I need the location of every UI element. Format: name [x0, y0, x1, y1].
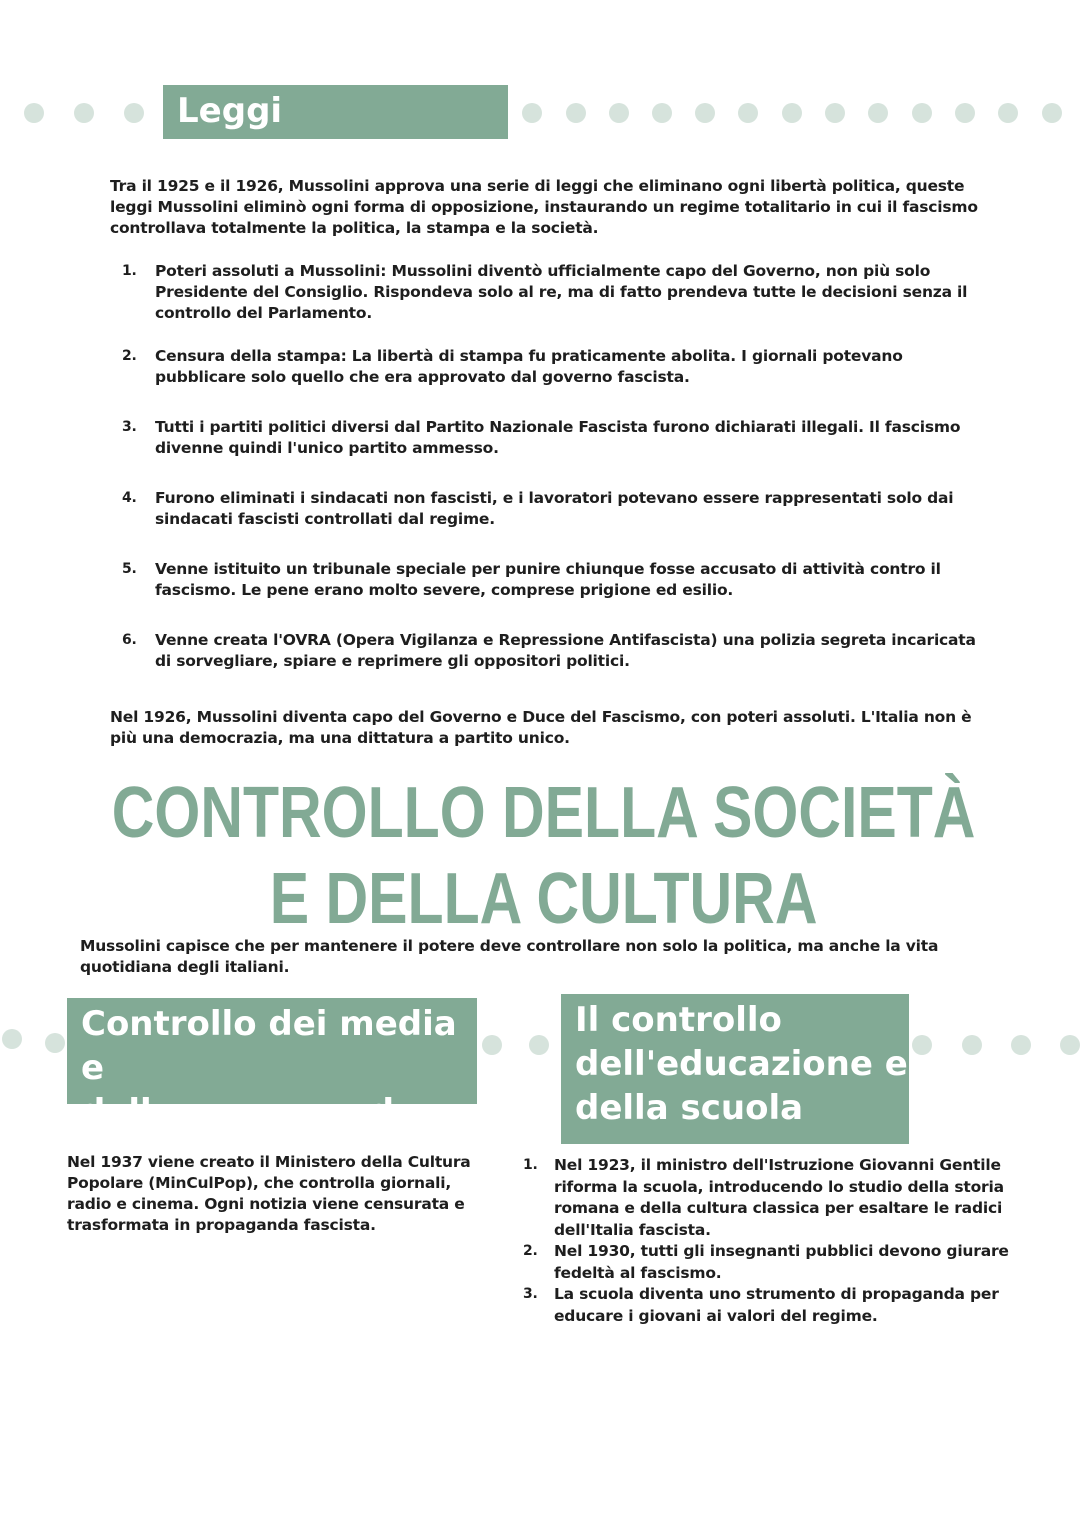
list-item-text: Venne creata l'OVRA (Opera Vigilanza e Repressione Antifascista) una polizia segreta incaricata di sorvegliare, spiare e reprimere gli oppositori politici. [155, 631, 976, 670]
list-number: 3. [122, 419, 137, 435]
list-number: 2. [122, 348, 137, 364]
list-item-text: Furono eliminati i sindacati non fascisti, e i lavoratori potevano essere rappresentati solo dai sindacati fascisti controllati dal regime. [155, 489, 954, 528]
decorative-dot [566, 103, 586, 123]
decorative-dot [955, 103, 975, 123]
list-item-text: Poteri assoluti a Mussolini: Mussolini diventò ufficialmente capo del Governo, non più solo Presidente del Consiglio. Rispondeva solo al re, ma di fatto prendeva tutte le decisioni senza il controllo del Parlamento. [155, 262, 968, 322]
decorative-dot [609, 103, 629, 123]
decorative-dot [912, 1035, 932, 1055]
list-number: 4. [122, 490, 137, 506]
decorative-dot [1042, 103, 1062, 123]
title-line: Il controllo [575, 1000, 782, 1040]
decorative-dot [2, 1029, 22, 1049]
decorative-dot [482, 1035, 502, 1055]
list-item [122, 559, 982, 601]
school-list [523, 1155, 1053, 1327]
list-item [122, 630, 982, 672]
decorative-dot [522, 103, 542, 123]
decorative-dot [652, 103, 672, 123]
title-line: CONTROLLO DELLA SOCIETÀ [111, 773, 976, 853]
list-item [523, 1155, 1053, 1241]
list-item [523, 1284, 1053, 1327]
section-title-leggi-fascistissime: Leggi fascistissime [163, 85, 508, 139]
laws-list [122, 261, 982, 672]
title-line: dell'educazione e [575, 1044, 908, 1084]
media-paragraph: Nel 1937 viene creato il Ministero della Cultura Popolare (MinCulPop), che controlla giornali, radio e cinema. Ogni notizia viene censurata e trasformata in propaganda fascista. [67, 1153, 471, 1234]
intro-paragraph: Tra il 1925 e il 1926, Mussolini approva una serie di leggi che eliminano ogni libertà politica, queste leggi Mussolini eliminò ogni forma di opposizione, instaurando un regime totalitario in cui il fascismo controllava totalmente la politica, la stampa e la società. [110, 177, 978, 237]
title-line: della scuola [575, 1088, 804, 1128]
title-line: della propaganda [81, 1092, 417, 1132]
list-item [122, 261, 982, 324]
decorative-dot [1011, 1035, 1031, 1055]
society-intro-paragraph: Mussolini capisce che per mantenere il potere deve controllare non solo la politica, ma anche la vita quotidiana degli italiani. [80, 937, 939, 976]
list-item-text: Nel 1923, il ministro dell'Istruzione Giovanni Gentile riforma la scuola, introducendo lo studio della storia romana e della cultura classica per esaltare le radici dell'Italia fascista. [554, 1156, 1004, 1239]
list-number: 6. [122, 632, 137, 648]
decorative-dot [962, 1035, 982, 1055]
list-item-text: Nel 1930, tutti gli insegnanti pubblici devono giurare fedeltà al fascismo. [554, 1242, 1009, 1282]
decorative-dot [45, 1033, 65, 1053]
list-item-text: Censura della stampa: La libertà di stampa fu praticamente abolita. I giornali potevano pubblicare solo quello che era approvato dal governo fascista. [155, 347, 903, 386]
decorative-dot [998, 103, 1018, 123]
decorative-dot [868, 103, 888, 123]
decorative-dot [24, 103, 44, 123]
list-item [122, 417, 982, 459]
list-item [523, 1241, 1053, 1284]
section-title-controllo-societa [101, 770, 987, 942]
list-number: 1. [523, 1157, 538, 1173]
title-line: E DELLA CULTURA [269, 859, 818, 939]
decorative-dot [695, 103, 715, 123]
conclusion-paragraph: Nel 1926, Mussolini diventa capo del Governo e Duce del Fascismo, con poteri assoluti. L'Italia non è più una democrazia, ma una dittatura a partito unico. [110, 708, 972, 747]
decorative-dot [912, 103, 932, 123]
decorative-dot [738, 103, 758, 123]
list-number: 3. [523, 1286, 538, 1302]
list-item-text: La scuola diventa uno strumento di propaganda per educare i giovani ai valori del regime. [554, 1285, 999, 1325]
list-number: 2. [523, 1243, 538, 1259]
decorative-dot [124, 103, 144, 123]
decorative-dot [1060, 1035, 1080, 1055]
decorative-dot [825, 103, 845, 123]
media-section-title [67, 998, 477, 1132]
title-line: Controllo dei media e [81, 1004, 457, 1088]
list-item-text: Venne istituito un tribunale speciale per punire chiunque fosse accusato di attività contro il fascismo. Le pene erano molto severe, comprese prigione ed esilio. [155, 560, 941, 599]
list-item-text: Tutti i partiti politici diversi dal Partito Nazionale Fascista furono dichiarati illegali. Il fascismo divenne quindi l'unico partito ammesso. [155, 418, 961, 457]
decorative-dot [782, 103, 802, 123]
list-item [122, 488, 982, 530]
list-number: 5. [122, 561, 137, 577]
decorative-dot [529, 1035, 549, 1055]
list-item [122, 346, 982, 388]
list-number: 1. [122, 263, 137, 279]
school-section-title [561, 994, 909, 1144]
decorative-dot [74, 103, 94, 123]
